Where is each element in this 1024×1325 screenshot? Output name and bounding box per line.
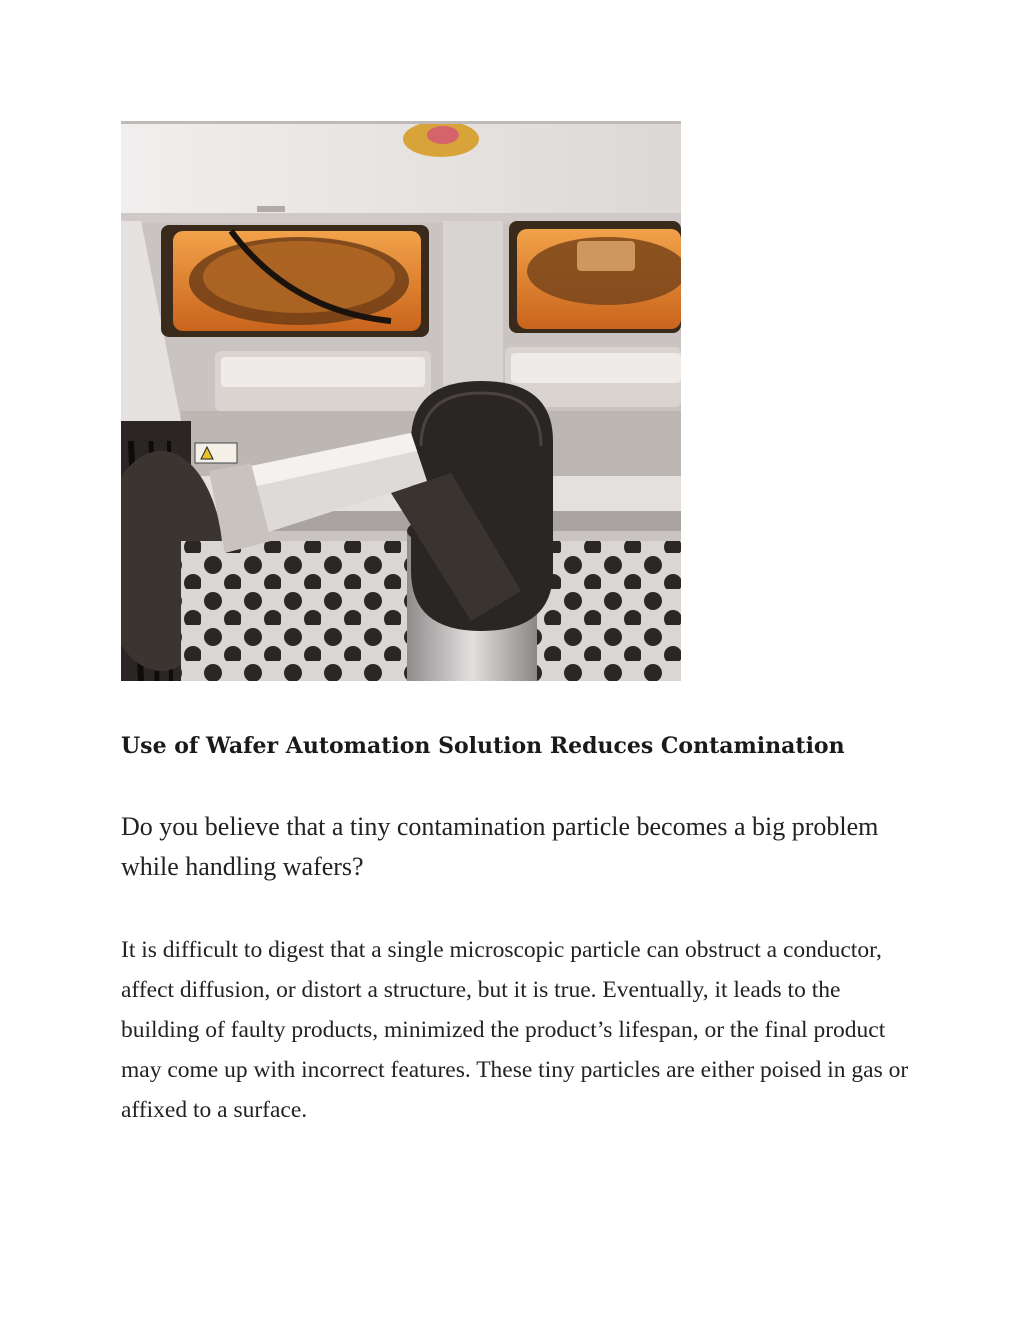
- article-heading: Use of Wafer Automation Solution Reduces Contamination: [121, 733, 845, 759]
- wafer-robot-photo: [121, 121, 681, 681]
- intro-paragraph: Do you believe that a tiny contamination particle becomes a big problem while handling wafers?: [121, 812, 879, 881]
- body-paragraph: It is difficult to digest that a single microscopic particle can obstruct a conductor, affect diffusion, or distort a structure, but it is true. Eventually, it leads to the building of faulty products, minimized the product’s lifespan, or the final product may come up with incorrect features. These tiny particles are either poised in gas or affixed to a surface.: [121, 937, 909, 1123]
